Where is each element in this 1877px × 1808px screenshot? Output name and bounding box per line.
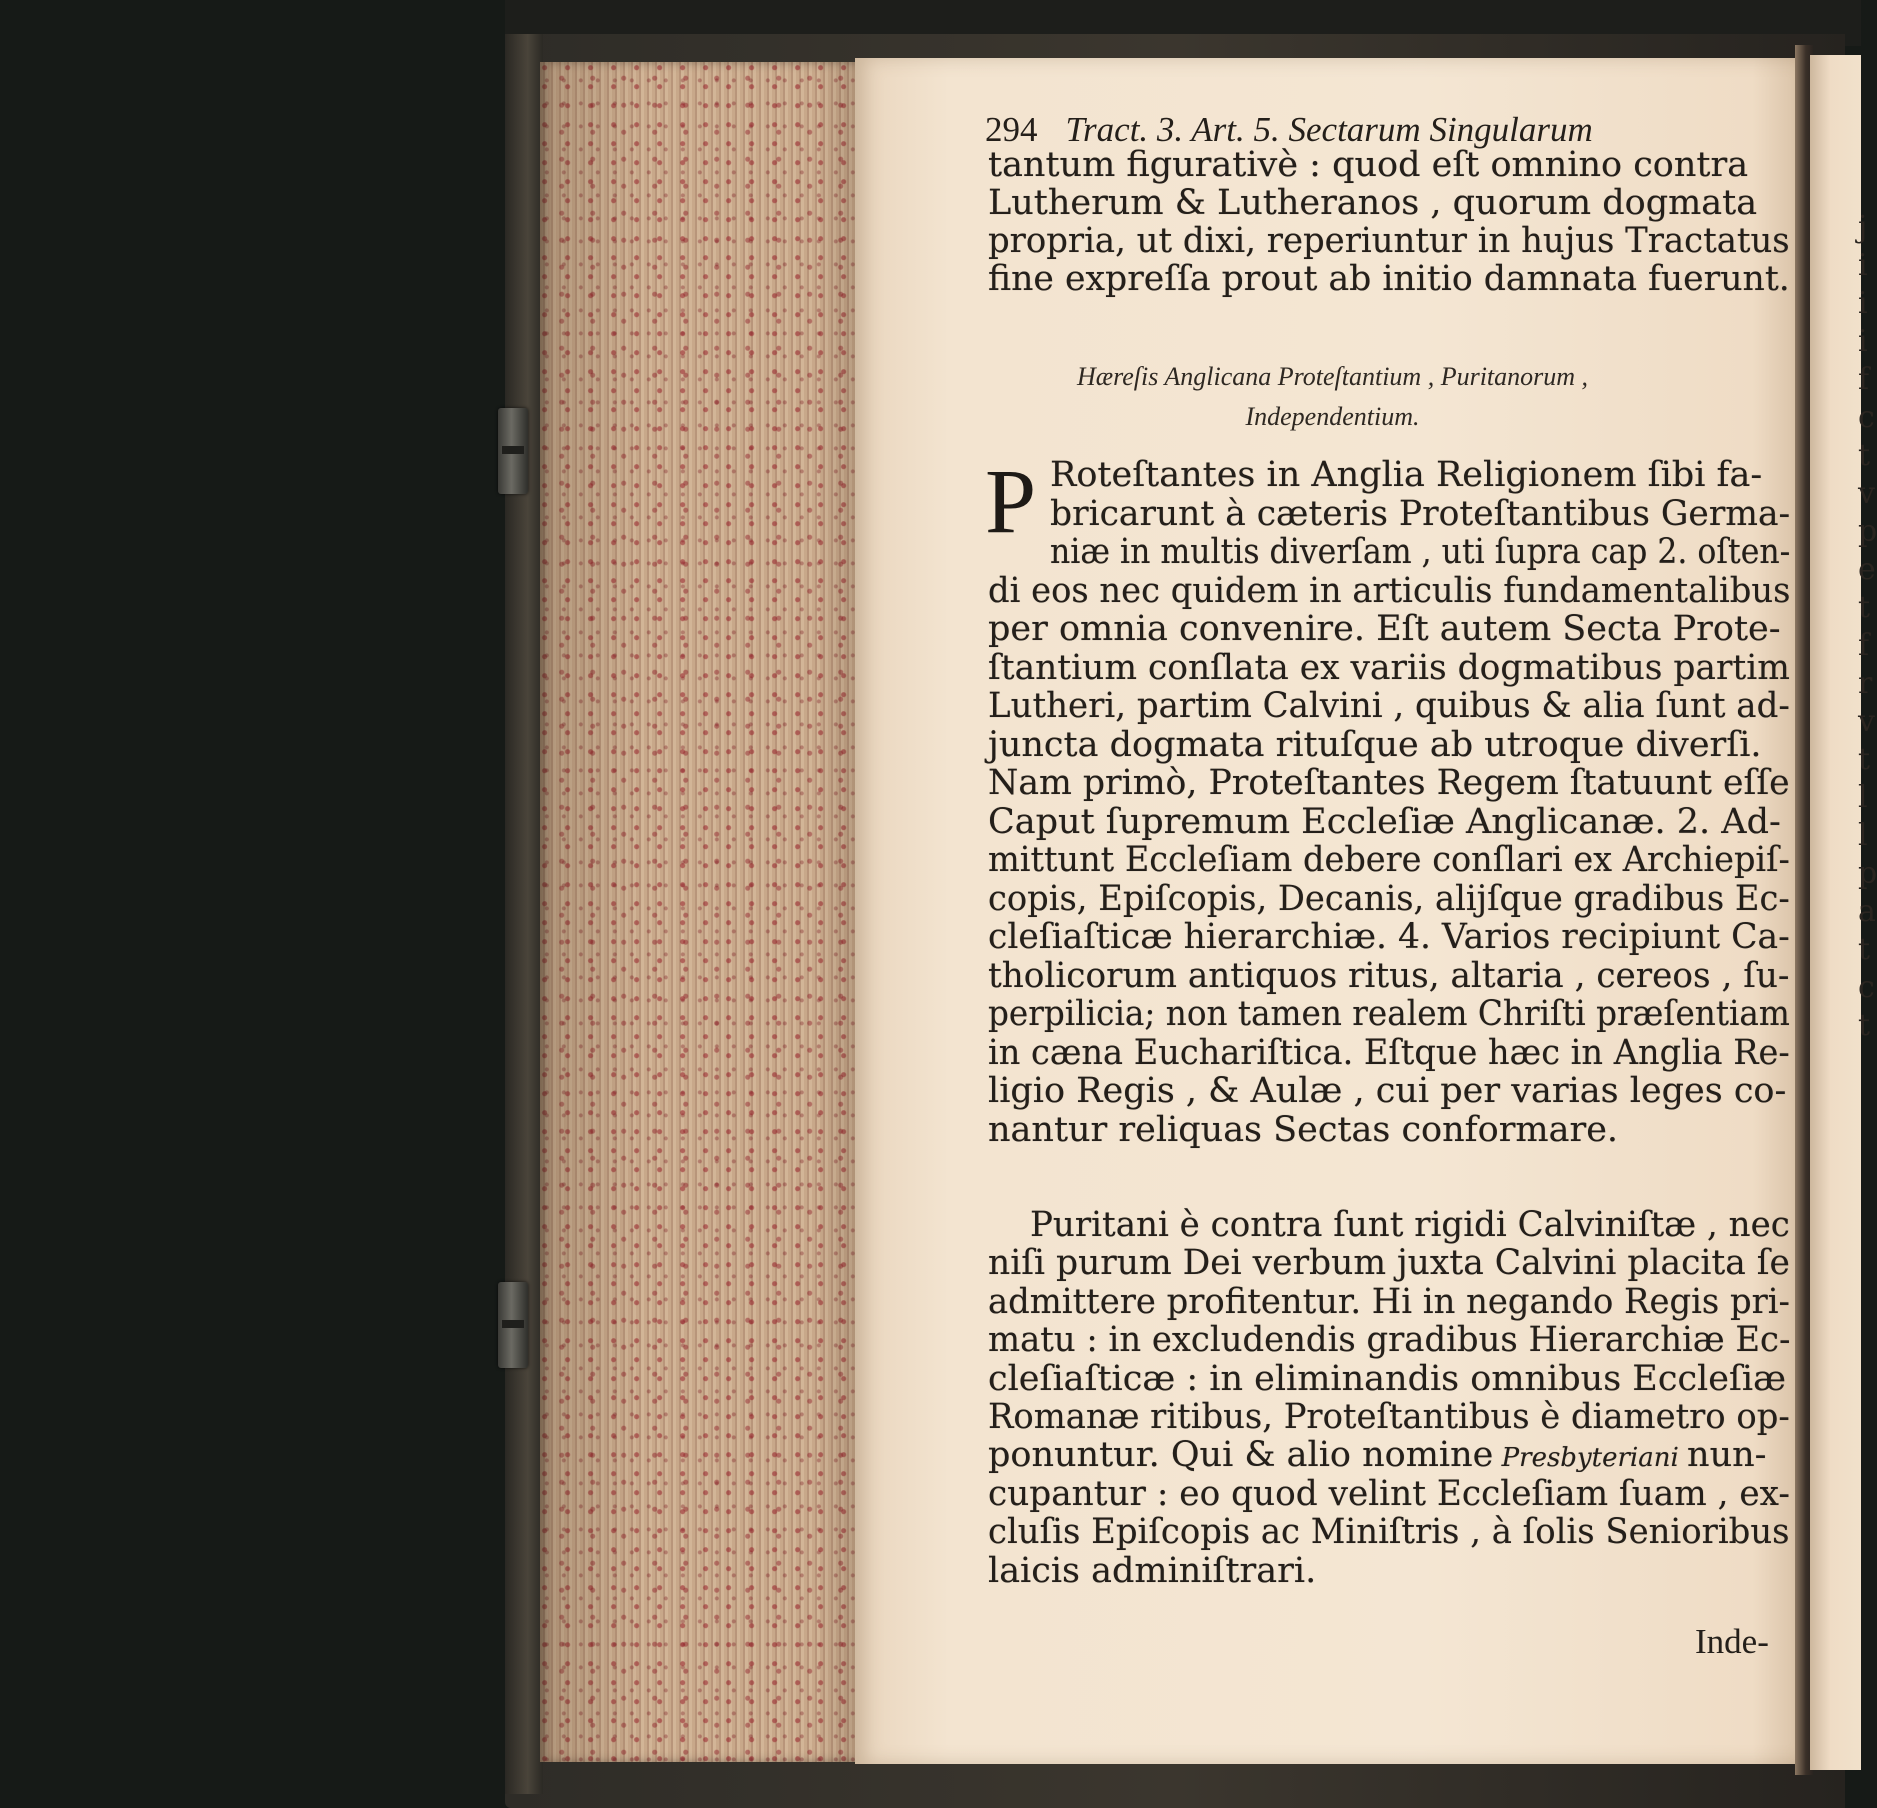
clasp-lower <box>498 1282 528 1368</box>
clasp-upper <box>498 408 528 494</box>
next-page-glyph: p <box>1858 514 1877 549</box>
section-heading-line1: Hæreſis Anglicana Proteſtantium , Puritanorum , <box>1076 362 1589 391</box>
next-page-edge <box>1810 55 1877 1770</box>
next-page-glyph: f <box>1858 362 1870 397</box>
text-line: Puritani è contra ſunt rigidi Calviniſtæ , nec <box>1030 1205 1790 1245</box>
next-page-glyph: c <box>1858 400 1875 435</box>
text-line: nantur reliquas Sectas conformare. <box>988 1109 1619 1150</box>
text-line: cupantur : eo quod velint Eccleſiam ſuam , ex- <box>988 1473 1790 1514</box>
text-line: di eos nec quidem in articulis fundamentalibus <box>988 570 1791 611</box>
text-line: admittere profitentur. Hi in negando Regis pri- <box>988 1281 1790 1322</box>
next-page-glyph: r <box>1858 666 1873 701</box>
next-page-glyph: p <box>1858 856 1877 891</box>
text-line: bricarunt à cæteris Proteſtantibus Germa- <box>1050 493 1791 534</box>
text-line: cluſis Epiſcopis ac Miniſtris , à ſolis Senioribus <box>988 1512 1790 1553</box>
text-line: mittunt Eccleſiam debere conſlari ex Archiepiſ- <box>988 840 1790 880</box>
next-page-glyph: c <box>1858 970 1875 1005</box>
running-head <box>985 110 1593 150</box>
next-page-glyph: i <box>1858 324 1868 359</box>
running-head-title: Tract. 3. Art. 5. Sectarum Singularum <box>1065 110 1593 149</box>
text-line: fine expreſſa prout ab initio damnata fuerunt. <box>988 259 1790 299</box>
text-line: cleſiaſticæ hierarchiæ. 4. Varios recipiunt Ca- <box>988 917 1790 957</box>
book-spine-edge <box>505 34 543 1794</box>
next-page-glyph: t <box>1858 438 1871 473</box>
text-line: tantum figurativè : quod eſt omnino contra <box>988 145 1749 185</box>
next-page-glyph: l <box>1858 818 1868 853</box>
text-line: Lutheri, partim Calvini , quibus & alia ſunt ad- <box>988 686 1790 726</box>
next-page-glyph: i <box>1858 248 1868 283</box>
italic-presbyteriani: Presbyteriani <box>1493 1443 1688 1474</box>
catchword: Inde- <box>1695 1622 1769 1661</box>
text-line: laicis adminiſtrari. <box>988 1550 1317 1591</box>
next-page-glyph: t <box>1858 1008 1871 1043</box>
text-line: per omnia convenire. Eſt autem Secta Prote- <box>988 609 1781 649</box>
section-heading-line2: Independentium. <box>1245 402 1420 431</box>
next-page-glyph: i <box>1858 286 1868 321</box>
text-line: juncta dogmata rituſque ab utroque diverſi. <box>988 724 1762 765</box>
line-continuation: nun- <box>1687 1435 1767 1476</box>
text-line: copis, Epiſcopis, Decanis, alijſque gradibus Ec- <box>988 878 1790 919</box>
next-page-glyph: t <box>1858 742 1871 777</box>
text-line: niæ in multis diverſam , uti ſupra cap 2. oſten- <box>1050 532 1791 572</box>
next-page-glyph: t <box>1858 932 1871 967</box>
next-page-glyph: v <box>1858 476 1875 511</box>
text-line: niſi purum Dei verbum juxta Calvini placita ſe <box>988 1243 1790 1284</box>
text-line: in cæna Euchariſtica. Eſtque hæc in Anglia Re- <box>988 1032 1790 1073</box>
text-line: propria, ut dixi, reperiuntur in hujus Tractatus <box>988 221 1790 261</box>
text-line: ſtantium conſlata ex variis dogmatibus partim <box>988 647 1790 688</box>
next-page-glyph: j <box>1858 210 1868 245</box>
text-line: Roteſtantes in Anglia Religionem ſibi fa- <box>1050 455 1763 495</box>
text-line: Lutherum & Lutheranos , quorum dogmata <box>988 183 1758 223</box>
text-line: perpilicia; non tamen realem Chriſti præſentiam <box>988 994 1790 1034</box>
next-page-glyph: f <box>1858 628 1870 663</box>
text-line: Nam primò, Proteſtantes Regem ſtatuunt eſſe <box>988 763 1790 803</box>
text-line: matu : in excludendis gradibus Hierarchiæ Ec- <box>988 1320 1791 1361</box>
next-page-glyph: e <box>1858 552 1876 587</box>
next-page-glyph: l <box>1858 780 1868 815</box>
text-line: ligio Regis , & Aulæ , cui per varias leges co- <box>988 1071 1787 1111</box>
text-line: tholicorum antiquos ritus, altaria , cereos , ſu- <box>988 955 1790 996</box>
drop-cap: P <box>985 450 1037 552</box>
text-line: cleſiaſticæ : in eliminandis omnibus Eccleſiæ <box>988 1358 1786 1399</box>
page-number: 294 <box>985 110 1038 149</box>
text-line: Romanæ ritibus, Proteſtantibus è diametro op- <box>988 1397 1790 1437</box>
next-page-glyph: t <box>1858 590 1871 625</box>
next-page-glyph: a <box>1858 894 1876 929</box>
text-line: Caput ſupremum Eccleſiæ Anglicanæ. 2. Ad- <box>988 801 1781 842</box>
page-edges-speckled <box>540 62 887 1762</box>
text-line: ponuntur. Qui & alio nomine Presbyteriani nun- <box>988 1435 1767 1476</box>
next-page-glyph: v <box>1858 704 1875 739</box>
